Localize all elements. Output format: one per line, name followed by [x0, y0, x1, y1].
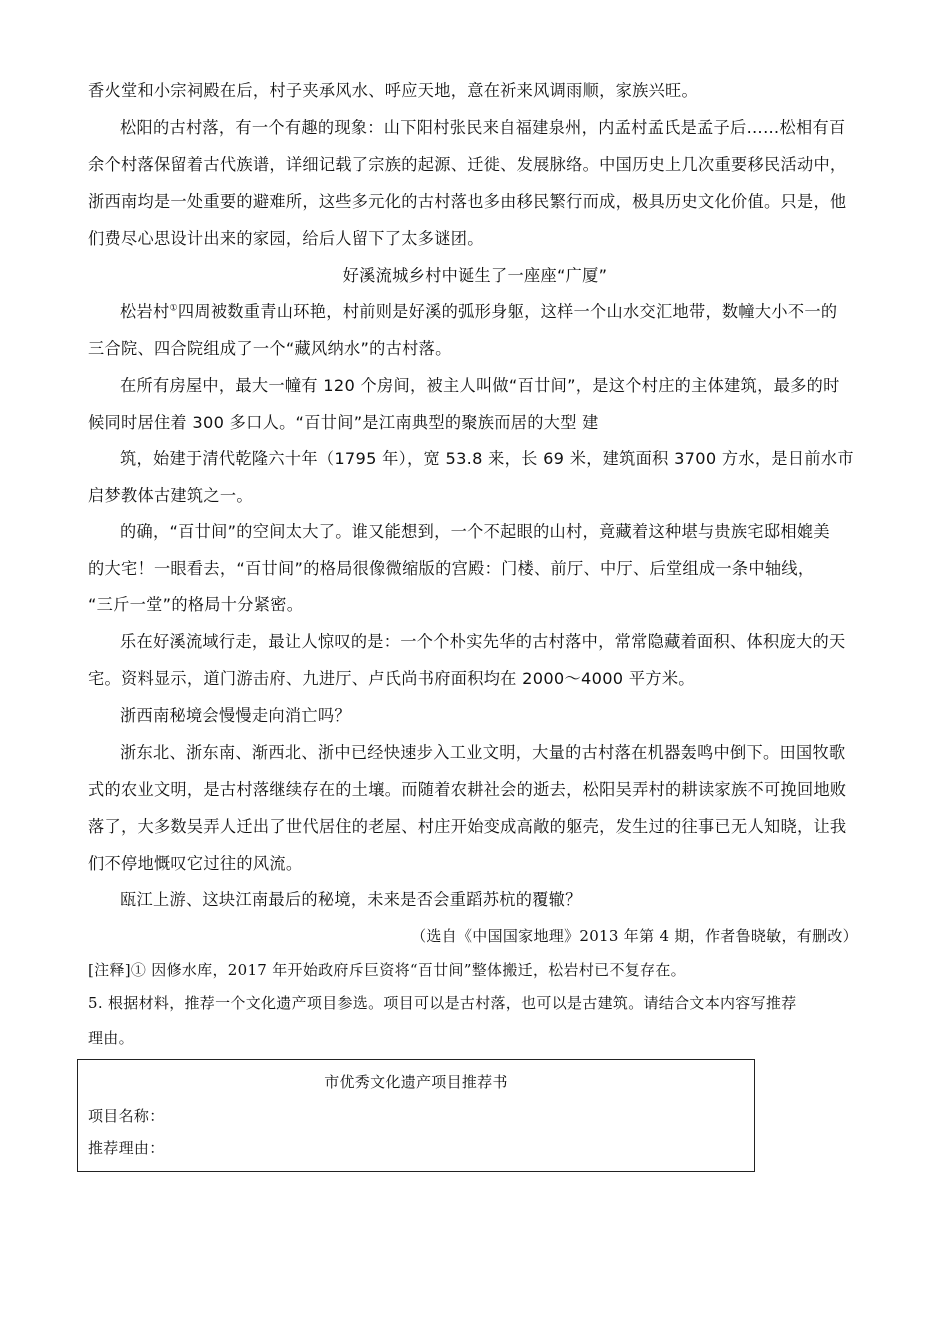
paragraph-line: 候同时居住着 300 多口人。“百廿间”是江南典型的聚族而居的大型 建 — [88, 413, 599, 432]
paragraph-line: 浙东北、浙东南、渐西北、浙中已经快速步入工业文明，大量的古村落在机器轰鸣中倒下。田国牧歌 — [120, 743, 846, 762]
project-name-label: 项目名称： — [88, 1107, 165, 1125]
section-heading: 好溪流城乡村中诞生了一座座“广厦” — [342, 266, 608, 285]
recommendation-form — [77, 1059, 755, 1172]
footnote-mark: ① — [169, 303, 178, 314]
paragraph-line: 余个村落保留着古代族谱，详细记载了宗族的起源、迁徙、发展脉络。中国历史上几次重要移民活动中， — [88, 155, 847, 174]
paragraph-line: 筑，始建于清代乾隆六十年（1795 年），宽 53.8 来，长 69 米，建筑面积 3700 方水，是日前水市 — [120, 449, 854, 468]
paragraph-line: 乐在好溪流域行走，最让人惊叹的是：一个个朴实先华的古村落中，常常隐藏着面积、体积庞大的天 — [120, 632, 846, 651]
paragraph-line: 启梦教体古建筑之一。 — [88, 486, 253, 505]
paragraph-line: 宅。资料显示，道门游击府、九进厅、卢氏尚书府面积均在 2000～4000 平方米。 — [88, 669, 695, 688]
paragraph-line: 香火堂和小宗祠殿在后，村子夹承风水、呼应天地，意在祈来风调雨顺，家族兴旺。 — [88, 81, 699, 100]
paragraph-line: 的大宅！一眼看去，“百廿间”的格局很像微缩版的宫殿：门楼、前厅、中厅、后堂组成一条中轴线， — [88, 559, 815, 578]
paragraph-line: 们不停地慨叹它过往的风流。 — [88, 854, 303, 873]
paragraph-line: 的确，“百廿间”的空间太大了。谁又能想到，一个不起眼的山村，竟藏着这种堪与贵族宅邸相媲美 — [120, 522, 830, 541]
question-line: 理由。 — [88, 1029, 134, 1047]
question-line — [88, 991, 797, 1015]
paragraph-line — [120, 300, 837, 324]
recommend-reason-label: 推荐理由： — [88, 1139, 165, 1157]
paragraph-text: 四周被数重青山环艳，村前则是好溪的弧形身躯，这样一个山水交汇地带，数幢大小不一的 — [177, 302, 838, 321]
question-text: 根据材料，推荐一个文化遗产项目参选。项目可以是古村落，也可以是古建筑。请结合文本内容写推荐 — [108, 994, 797, 1012]
annotation-note: [注释]① 因修水库，2017 年开始政府斥巨资将“百廿间”整体搬迁，松岩村已不复存在。 — [88, 961, 686, 979]
paragraph-line: 瓯江上游、这块江南最后的秘境，未来是否会重蹈苏杭的覆辙？ — [120, 890, 582, 909]
paragraph-line: 式的农业文明，是古村落继续存在的土壤。而随着农耕社会的逝去，松阳吴弄村的耕读家族不可挽回地败 — [88, 780, 847, 799]
paragraph-line: 浙西南均是一处重要的避难所，这些多元化的古村落也多由移民繁行而成，极具历史文化价值。只是，他 — [88, 192, 847, 211]
paragraph-line: 们费尽心思设计出来的家园，给后人留下了太多谜团。 — [88, 229, 484, 248]
paragraph-line: 松阳的古村落，有一个有趣的现象：山下阳村张民来自福建泉州，内孟村孟氏是孟子后……松相有百 — [120, 118, 846, 137]
paragraph-line: “三斤一堂”的格局十分紧密。 — [88, 595, 304, 614]
question-number: 5. — [88, 994, 103, 1012]
paragraph-line: 浙西南秘境会慢慢走向消亡吗？ — [120, 706, 351, 725]
paragraph-line: 在所有房屋中，最大一幢有 120 个房间，被主人叫做“百廿间”，是这个村庄的主体建筑，最多的时 — [120, 376, 840, 395]
paragraph-line: 落了，大多数吴弄人迁出了世代居住的老屋、村庄开始变成高敞的躯壳，发生过的往事已无人知晓，让我 — [88, 817, 847, 836]
paragraph-text: 松岩村 — [120, 302, 170, 321]
source-citation: （选自《中国国家地理》2013 年第 4 期，作者鲁晓敏，有删改） — [411, 927, 858, 945]
form-title: 市优秀文化遗产项目推荐书 — [324, 1073, 508, 1091]
paragraph-line: 三合院、四合院组成了一个“藏风纳水”的古村落。 — [88, 339, 452, 358]
